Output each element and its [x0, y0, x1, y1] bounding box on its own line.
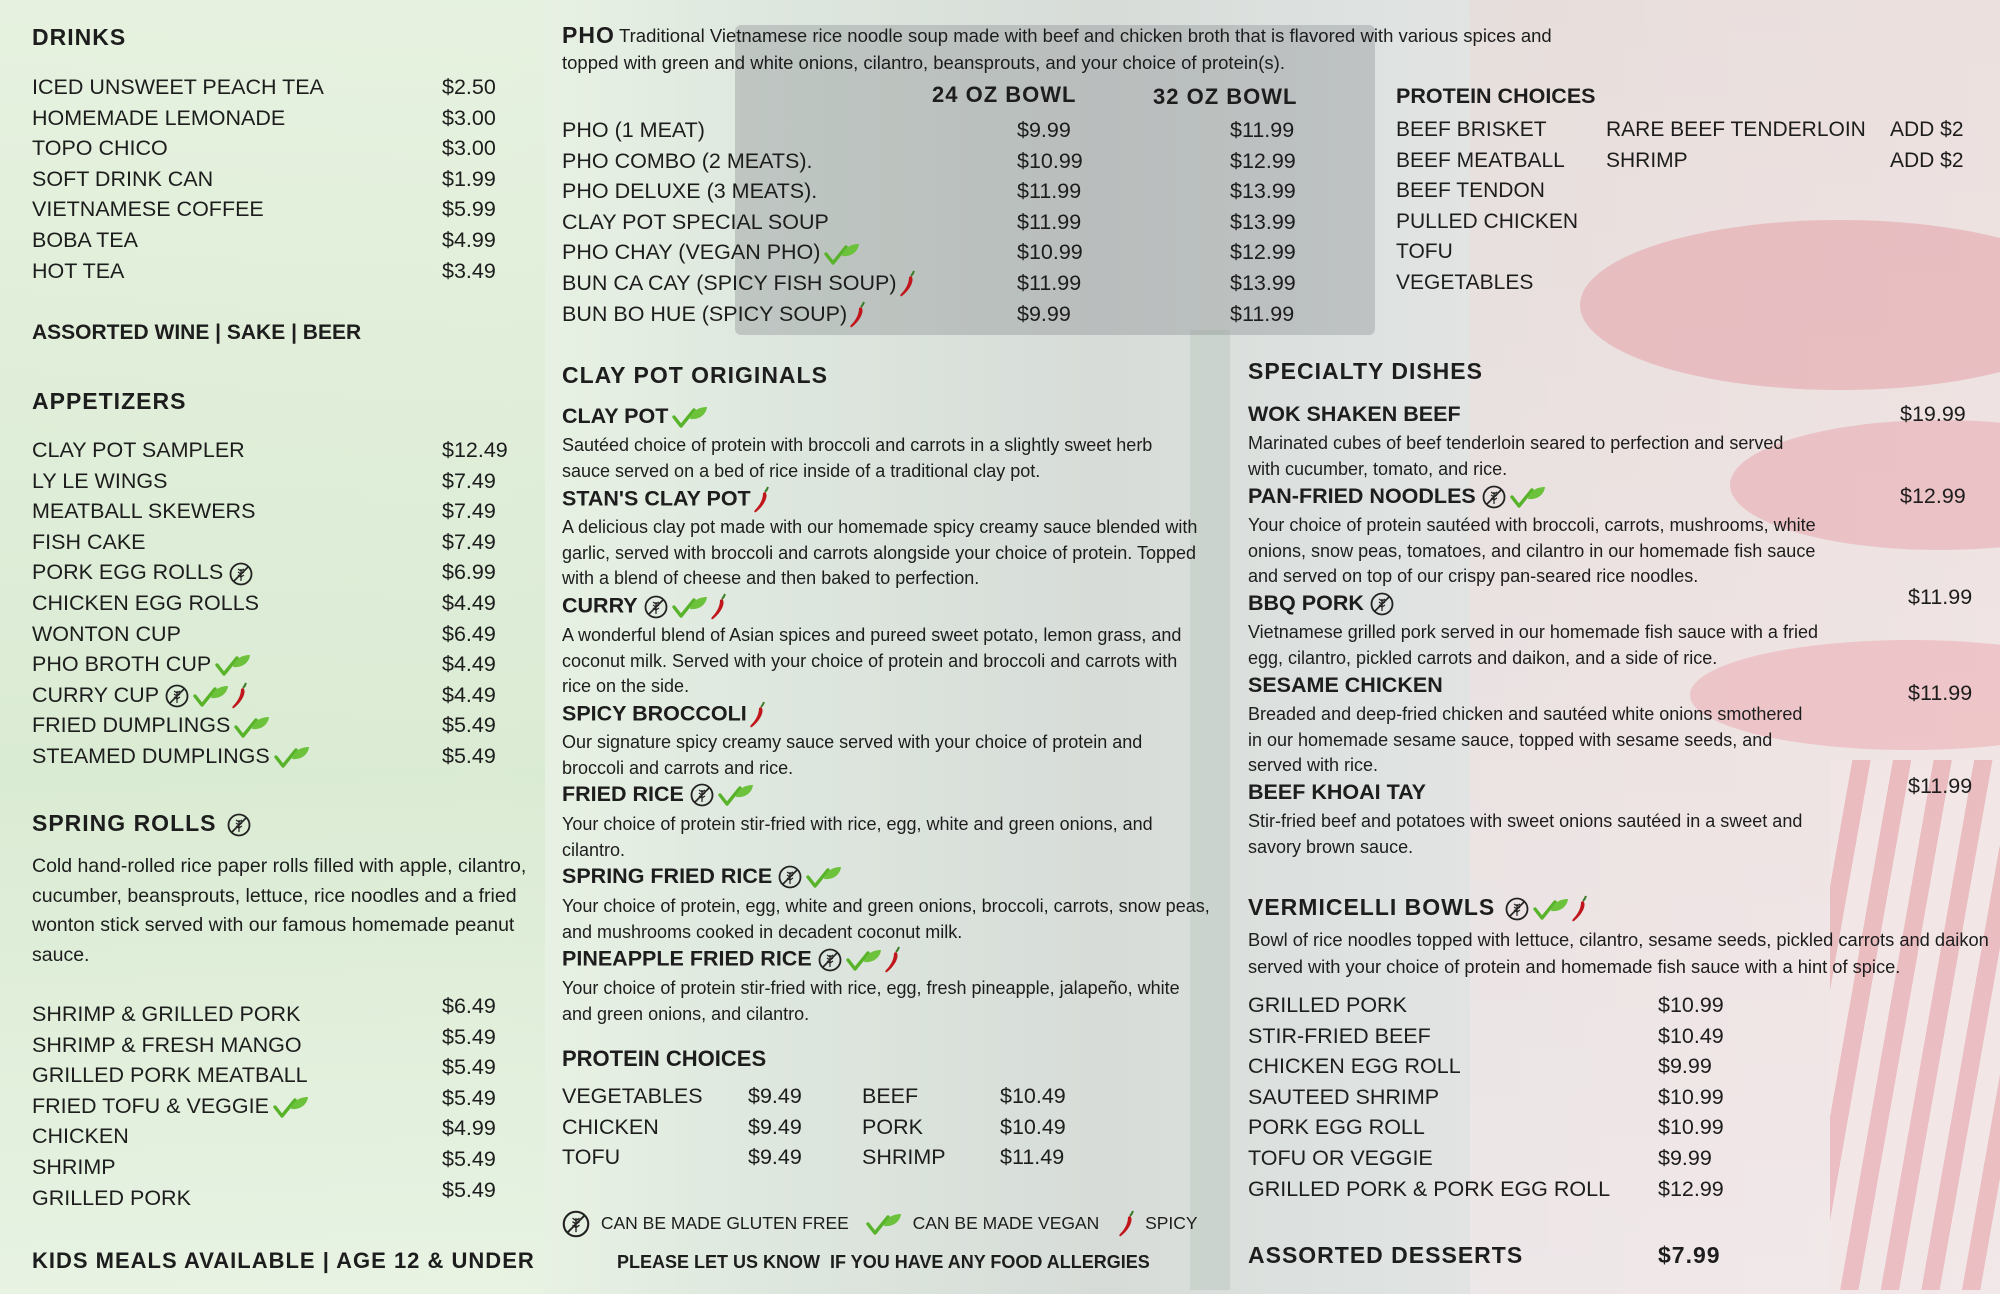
list-item: SHRIMP	[862, 1145, 946, 1170]
spring-rolls-prices	[442, 991, 496, 1205]
dish-description: A wonderful blend of Asian spices and pureed sweet potato, lemon grass, and coconut milk. Served with your choice of protein and broccoli and carrots with rice on the side.	[562, 625, 1182, 696]
list-item: PORK EGG ROLLS	[32, 557, 310, 588]
vegan-icon	[824, 242, 860, 266]
pho-col-24oz: 24 OZ BOWL	[932, 82, 1077, 107]
pho-protein-premium	[1606, 115, 1866, 176]
item-price: $3.00	[442, 105, 496, 130]
dish-description: A delicious clay pot made with our homemade spicy creamy sauce blended with garlic, served with broccoli and carrots alongside your choice of protein. Topped with a blend of cheese and then baked to perfection.	[562, 517, 1198, 588]
list-item: PORK EGG ROLL	[1248, 1115, 1425, 1140]
item-price: $9.99	[1017, 118, 1071, 142]
gluten-free-icon	[165, 684, 189, 708]
item-price: $1.99	[442, 166, 496, 191]
list-item: HOT TEA	[32, 258, 125, 283]
pho-protein-title: PROTEIN CHOICES	[1396, 84, 1596, 108]
item-price: $10.99	[1658, 993, 1724, 1017]
item-price: $3.00	[442, 136, 496, 161]
chili-pepper-icon	[899, 270, 917, 298]
vegan-icon	[672, 595, 708, 619]
list-item: BOBA TEA	[32, 227, 138, 252]
chili-pepper-icon	[1118, 1210, 1136, 1238]
item-price: ADD $2	[1890, 118, 1964, 141]
vegan-icon	[1533, 897, 1569, 921]
vermicelli-title: VERMICELLI BOWLS	[1248, 894, 1589, 923]
dish-description: Vietnamese grilled pork served in our homemade fish sauce with a fried egg, cilantro, pickled carrots and daikon, and a side of rice.	[1248, 622, 1818, 668]
list-item: GRILLED PORK MEATBALL	[32, 1063, 308, 1088]
vegan-icon	[273, 1095, 309, 1119]
pho-description: Traditional Vietnamese rice noodle soup made with beef and chicken broth that is flavored with various spices and topped with green and white onions, cilantro, beansprouts, and your choice of protein(s).	[562, 25, 1552, 73]
list-item: PULLED CHICKEN	[1396, 209, 1579, 233]
dish-spring-fried-rice: SPRING FRIED RICE	[562, 864, 842, 889]
pho-protein-list	[1396, 115, 1578, 299]
dish-pan-fried-noodles: PAN-FRIED NOODLES	[1248, 484, 1546, 509]
list-item: SHRIMP & GRILLED PORK	[32, 1002, 301, 1026]
appetizers-list	[32, 435, 310, 772]
list-item: GRILLED PORK	[32, 1185, 191, 1210]
list-item: MEATBALL SKEWERS	[32, 499, 256, 524]
clay-pot-title: CLAY POT ORIGINALS	[562, 362, 828, 388]
dish-description: Your choice of protein, egg, white and green onions, broccoli, carrots, snow peas, and mushrooms cooked in decadent coconut milk.	[562, 896, 1210, 942]
list-item: FRIED TOFU & VEGGIE	[32, 1091, 309, 1122]
pho-protein-premium-prices	[1890, 115, 1964, 176]
list-item: TOFU OR VEGGIE	[1248, 1145, 1433, 1170]
item-price: $9.49	[748, 1145, 802, 1170]
vegan-icon	[866, 1212, 902, 1236]
item-price: $11.99	[1017, 270, 1082, 295]
chili-pepper-icon	[1571, 895, 1589, 923]
item-price: $5.49	[442, 713, 496, 738]
gluten-free-icon	[818, 948, 842, 972]
list-item: SHRIMP	[1606, 148, 1688, 172]
gluten-free-icon	[562, 1210, 590, 1238]
legend-vegan: CAN BE MADE VEGAN	[912, 1213, 1100, 1233]
dish-spicy-broccoli: SPICY BROCCOLI	[562, 701, 767, 729]
list-item: STIR-FRIED BEEF	[1248, 1023, 1431, 1048]
item-price: $11.99	[1230, 118, 1295, 142]
vegan-icon	[718, 783, 754, 807]
item-price: $4.99	[442, 1116, 496, 1141]
allergy-note: PLEASE LET US KNOW IF YOU HAVE ANY FOOD ALLERGIES	[617, 1252, 1150, 1272]
clay-pot-protein-list-b	[862, 1081, 946, 1173]
list-item: SOFT DRINK CAN	[32, 166, 214, 191]
item-price: $4.99	[442, 227, 496, 252]
list-item: SHRIMP	[32, 1154, 116, 1179]
list-item: CLAY POT SPECIAL SOUP	[562, 209, 829, 234]
item-price: $6.99	[442, 560, 496, 585]
list-item: CURRY CUP	[32, 680, 310, 711]
item-price: $9.49	[748, 1084, 802, 1108]
item-price: $10.99	[1017, 148, 1083, 173]
dish-curry: CURRY	[562, 593, 728, 621]
vegan-icon	[193, 684, 229, 708]
item-price: $9.99	[1017, 301, 1071, 326]
list-item: BEEF TENDON	[1396, 179, 1545, 203]
dish-description: Your choice of protein stir-fried with rice, egg, white and green onions, and cilantro.	[562, 814, 1153, 860]
list-item: CLAY POT SAMPLER	[32, 438, 245, 462]
drinks-prices	[442, 72, 496, 286]
list-item: STEAMED DUMPLINGS	[32, 741, 310, 772]
appetizers-title: APPETIZERS	[32, 388, 187, 414]
pho-prices-32oz	[1230, 115, 1296, 329]
alcohol-line: ASSORTED WINE | SAKE | BEER	[32, 321, 362, 344]
list-item: CHICKEN	[562, 1114, 659, 1139]
dish-description: Marinated cubes of beef tenderloin seared to perfection and served with cucumber, tomato, and rice.	[1248, 433, 1784, 479]
item-price: $10.49	[1658, 1023, 1724, 1048]
item-price: $13.99	[1230, 270, 1296, 295]
item-price: $11.49	[1000, 1145, 1065, 1170]
desserts-title: ASSORTED DESSERTS	[1248, 1242, 1524, 1268]
list-item: LY LE WINGS	[32, 468, 168, 493]
pho-list	[562, 115, 917, 329]
item-price: $10.99	[1658, 1115, 1724, 1140]
item-price: $12.99	[1230, 148, 1296, 173]
item-price: $12.99	[1230, 240, 1296, 265]
chili-pepper-icon	[231, 682, 249, 710]
list-item: BUN CA CAY (SPICY FISH SOUP)	[562, 268, 917, 299]
drinks-title: DRINKS	[32, 24, 127, 50]
list-item: BEEF	[862, 1084, 919, 1108]
item-price: $9.99	[1658, 1054, 1712, 1079]
item-price: $4.49	[442, 590, 496, 615]
vegan-icon	[274, 745, 310, 769]
item-price: $10.49	[1000, 1114, 1066, 1139]
item-price: $5.49	[442, 1024, 496, 1049]
spring-rolls-title: SPRING ROLLS	[32, 810, 251, 837]
list-item: VEGETABLES	[562, 1084, 703, 1108]
item-price: $13.99	[1230, 179, 1296, 204]
list-item: TOPO CHICO	[32, 136, 168, 161]
chili-pepper-icon	[749, 701, 767, 729]
list-item: ICED UNSWEET PEACH TEA	[32, 75, 324, 99]
list-item: FISH CAKE	[32, 529, 146, 554]
specialty-title: SPECIALTY DISHES	[1248, 358, 1483, 384]
dish-beef-khoai-tay: BEEF KHOAI TAY	[1248, 780, 1426, 804]
dish-clay-pot: CLAY POT	[562, 404, 708, 429]
item-price: $5.49	[442, 1177, 496, 1202]
item-price: $10.49	[1000, 1084, 1066, 1108]
item-price: $11.99	[1908, 585, 1973, 609]
vegan-icon	[846, 948, 882, 972]
list-item: PHO (1 MEAT)	[562, 118, 705, 142]
vegan-icon	[234, 715, 270, 739]
item-price: $11.99	[1017, 179, 1082, 204]
spring-rolls-description: Cold hand-rolled rice paper rolls filled with apple, cilantro, cucumber, beansprouts, lettuce, rice noodles and a fried wonton stick served with our famous homemade peanut sauce.	[32, 855, 527, 966]
clay-pot-protein-title: PROTEIN CHOICES	[562, 1046, 767, 1071]
gluten-free-icon	[778, 865, 802, 889]
list-item: TOFU	[1396, 240, 1453, 264]
icon-legend	[562, 1208, 1198, 1238]
list-item: PHO BROTH CUP	[32, 649, 310, 680]
list-item: PHO CHAY (VEGAN PHO)	[562, 237, 917, 268]
item-price: $10.99	[1017, 240, 1083, 265]
item-price: $11.99	[1908, 774, 1973, 798]
background-stripes	[1830, 760, 2000, 1290]
list-item: VIETNAMESE COFFEE	[32, 197, 264, 222]
gluten-free-icon	[644, 595, 668, 619]
item-price: $13.99	[1230, 209, 1296, 234]
item-price: $6.49	[442, 621, 496, 646]
vegan-icon	[672, 405, 708, 429]
item-price: $5.49	[442, 1085, 496, 1110]
gluten-free-icon	[690, 783, 714, 807]
item-price: $11.99	[1230, 301, 1295, 326]
item-price: $5.99	[442, 197, 496, 222]
list-item: FRIED DUMPLINGS	[32, 710, 310, 741]
list-item: TOFU	[562, 1145, 621, 1170]
spring-rolls-list	[32, 999, 309, 1213]
dish-description: Our signature spicy creamy sauce served with your choice of protein and broccoli and carrots and rice.	[562, 732, 1143, 778]
kids-meals-note: KIDS MEALS AVAILABLE | AGE 12 & UNDER	[32, 1248, 535, 1273]
gluten-free-icon	[1505, 897, 1529, 921]
list-item: BUN BO HUE (SPICY SOUP)	[562, 299, 917, 330]
item-price: $19.99	[1900, 402, 1966, 426]
item-price: $5.49	[442, 1146, 496, 1171]
dish-description: Stir-fried beef and potatoes with sweet onions sautéed in a sweet and savory brown sauce.	[1248, 811, 1803, 857]
pho-col-32oz: 32 OZ BOWL	[1153, 84, 1298, 109]
gluten-free-icon	[227, 813, 251, 837]
item-price: $5.49	[442, 1055, 496, 1080]
item-price: ADD $2	[1890, 148, 1964, 172]
dish-sesame-chicken: SESAME CHICKEN	[1248, 673, 1443, 697]
vegan-icon	[806, 865, 842, 889]
list-item: HOMEMADE LEMONADE	[32, 105, 286, 130]
chili-pepper-icon	[753, 486, 771, 514]
dish-wok-shaken-beef: WOK SHAKEN BEEF	[1248, 402, 1461, 426]
dish-description: Your choice of protein sautéed with broccoli, carrots, mushrooms, white onions, snow peas, tomatoes, and cilantro in our homemade fish sauce and served on top of our crispy pan-seared rice noodles.	[1248, 515, 1816, 586]
list-item: GRILLED PORK & PORK EGG ROLL	[1248, 1176, 1611, 1201]
legend-gluten-free: CAN BE MADE GLUTEN FREE	[600, 1213, 849, 1233]
vermicelli-list	[1248, 990, 1610, 1204]
clay-pot-protein-list-a	[562, 1081, 703, 1173]
list-item: WONTON CUP	[32, 621, 181, 646]
list-item: CHICKEN EGG ROLL	[1248, 1054, 1461, 1079]
item-price: $9.49	[748, 1114, 802, 1139]
appetizers-prices	[442, 435, 508, 772]
legend-spicy: SPICY	[1145, 1213, 1198, 1233]
dish-bbq-pork: BBQ PORK	[1248, 591, 1394, 616]
pho-prices-24oz	[1017, 115, 1083, 329]
dish-stans-clay-pot: STAN'S CLAY POT	[562, 486, 771, 514]
item-price: $3.49	[442, 258, 496, 283]
list-item: CHICKEN EGG ROLLS	[32, 590, 259, 615]
item-price: $4.49	[442, 652, 496, 677]
vermicelli-description: Bowl of rice noodles topped with lettuce, cilantro, sesame seeds, pickled carrots and daikon served with your choice of protein and homemade fish sauce with a hint of spice.	[1248, 929, 1989, 977]
item-price: $12.99	[1900, 484, 1966, 508]
list-item: GRILLED PORK	[1248, 993, 1407, 1017]
vegan-icon	[1510, 485, 1546, 509]
list-item: CHICKEN	[32, 1124, 129, 1149]
item-price: $12.49	[442, 438, 508, 462]
item-price: $7.49	[442, 468, 496, 493]
dish-fried-rice: FRIED RICE	[562, 782, 754, 807]
item-price: $10.99	[1658, 1084, 1724, 1109]
list-item: RARE BEEF TENDERLOIN	[1606, 118, 1866, 141]
chili-pepper-icon	[884, 946, 902, 974]
vermicelli-prices	[1658, 990, 1724, 1204]
list-item: PHO DELUXE (3 MEATS).	[562, 179, 818, 204]
item-price: $11.99	[1908, 681, 1973, 705]
dish-description: Breaded and deep-fried chicken and sautéed white onions smothered in our homemade sesame sauce, topped with sesame seeds, and served with rice.	[1248, 704, 1803, 775]
list-item: SAUTEED SHRIMP	[1248, 1084, 1440, 1109]
clay-pot-protein-prices-b	[1000, 1081, 1066, 1173]
item-price: $7.49	[442, 499, 496, 524]
item-price: $9.99	[1658, 1145, 1712, 1170]
clay-pot-protein-prices-a	[748, 1081, 802, 1173]
gluten-free-icon	[1482, 485, 1506, 509]
list-item: BEEF MEATBALL	[1396, 148, 1565, 172]
dish-description: Sautéed choice of protein with broccoli and carrots in a slightly sweet herb sauce served on a bed of rice inside of a traditional clay pot.	[562, 435, 1153, 481]
list-item: SHRIMP & FRESH MANGO	[32, 1032, 302, 1057]
item-price: $4.49	[442, 682, 496, 707]
vegan-icon	[215, 653, 251, 677]
gluten-free-icon	[229, 562, 253, 586]
pho-title: PHO	[562, 22, 615, 48]
dish-pineapple-fried-rice: PINEAPPLE FRIED RICE	[562, 946, 902, 974]
item-price: $7.49	[442, 529, 496, 554]
list-item: VEGETABLES	[1396, 270, 1534, 294]
list-item: BEEF BRISKET	[1396, 118, 1547, 141]
item-price: $12.99	[1658, 1176, 1724, 1201]
dish-description: Your choice of protein stir-fried with rice, egg, fresh pineapple, jalapeño, white and green onions, and cilantro.	[562, 978, 1180, 1024]
list-item: PORK	[862, 1114, 923, 1139]
item-price: $6.49	[442, 994, 496, 1018]
chili-pepper-icon	[849, 301, 867, 329]
item-price: $11.99	[1017, 209, 1082, 234]
item-price: $2.50	[442, 75, 496, 99]
list-item: PHO COMBO (2 MEATS).	[562, 148, 813, 173]
desserts-price: $7.99	[1658, 1242, 1721, 1268]
chili-pepper-icon	[710, 593, 728, 621]
gluten-free-icon	[1370, 592, 1394, 616]
item-price: $5.49	[442, 743, 496, 768]
drinks-list	[32, 72, 324, 286]
